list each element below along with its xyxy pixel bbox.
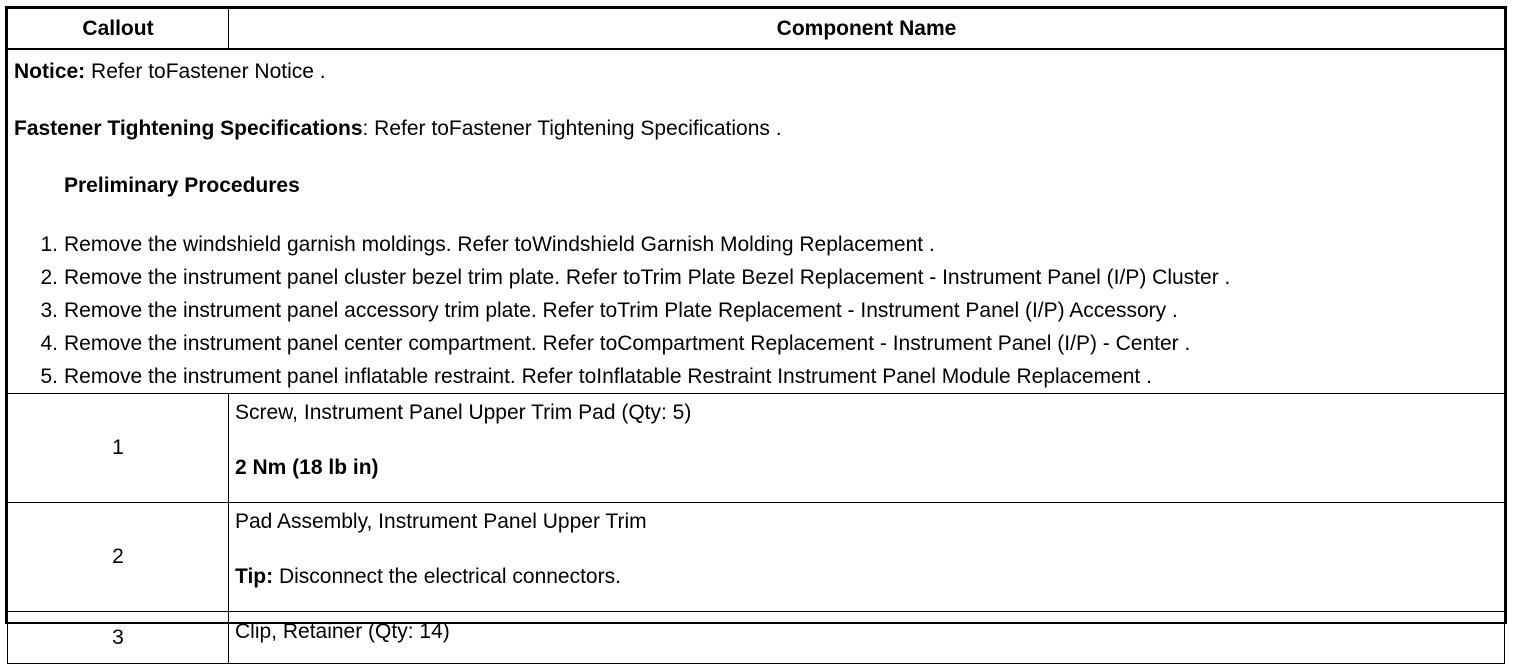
component-cell xyxy=(229,612,1505,664)
tip-line xyxy=(235,564,1498,590)
component-name: Pad Assembly, Instrument Panel Upper Trim xyxy=(235,510,647,533)
spec-paragraph xyxy=(14,117,1498,141)
torque-spec: 2 Nm (18 lb in) xyxy=(235,456,379,479)
notice-label: Notice: xyxy=(14,60,86,83)
step-number: 1. xyxy=(40,233,58,256)
list-item xyxy=(14,360,1498,393)
step-text: Remove the instrument panel cluster bezel trim plate. Refer toTrim Plate Bezel Replacement - Instrument Panel (I/P) Cluster . xyxy=(64,266,1231,289)
list-item xyxy=(14,294,1498,327)
notes-cell xyxy=(8,49,1505,394)
list-item xyxy=(14,327,1498,360)
list-item xyxy=(14,261,1498,294)
step-text: Remove the instrument panel accessory trim plate. Refer toTrim Plate Replacement - Instrument Panel (I/P) Accessory . xyxy=(64,299,1178,322)
list-item xyxy=(14,228,1498,261)
tip-label: Tip: xyxy=(235,565,274,588)
component-name: Clip, Retainer (Qty: 14) xyxy=(235,620,450,643)
step-text: Remove the windshield garnish moldings. Refer toWindshield Garnish Molding Replacement . xyxy=(64,233,935,256)
spec-label: Fastener Tightening Specifications xyxy=(14,117,363,140)
step-number: 5. xyxy=(40,365,58,388)
notice-text: Refer toFastener Notice . xyxy=(85,60,326,83)
component-table-frame xyxy=(5,6,1507,649)
table-header-row xyxy=(8,9,1505,50)
callout-cell: 2 xyxy=(8,503,229,612)
notes-row xyxy=(8,49,1505,394)
step-number: 2. xyxy=(40,266,58,289)
component-table xyxy=(7,8,1505,664)
component-cell xyxy=(229,394,1505,503)
step-text: Remove the instrument panel center compartment. Refer toCompartment Replacement - Instrument Panel (I/P) - Center . xyxy=(64,332,1191,355)
callout-header: Callout xyxy=(8,9,229,50)
component-cell xyxy=(229,503,1505,612)
preliminary-procedures-heading: Preliminary Procedures xyxy=(64,174,300,197)
notice-paragraph xyxy=(14,60,1498,84)
tip-text: Disconnect the electrical connectors. xyxy=(273,565,621,588)
component-name: Screw, Instrument Panel Upper Trim Pad (Qty: 5) xyxy=(235,401,692,424)
callout-cell: 3 xyxy=(8,612,229,664)
table-row xyxy=(8,503,1505,612)
step-number: 3. xyxy=(40,299,58,322)
spec-text: : Refer toFastener Tightening Specifications . xyxy=(362,117,782,140)
component-name-header: Component Name xyxy=(229,9,1505,50)
procedure-steps-list xyxy=(14,228,1498,393)
table-row xyxy=(8,394,1505,503)
step-number: 4. xyxy=(40,332,58,355)
callout-cell: 1 xyxy=(8,394,229,503)
step-text: Remove the instrument panel inflatable restraint. Refer toInflatable Restraint Instrument Panel Module Replacement . xyxy=(64,365,1152,388)
table-row xyxy=(8,612,1505,664)
